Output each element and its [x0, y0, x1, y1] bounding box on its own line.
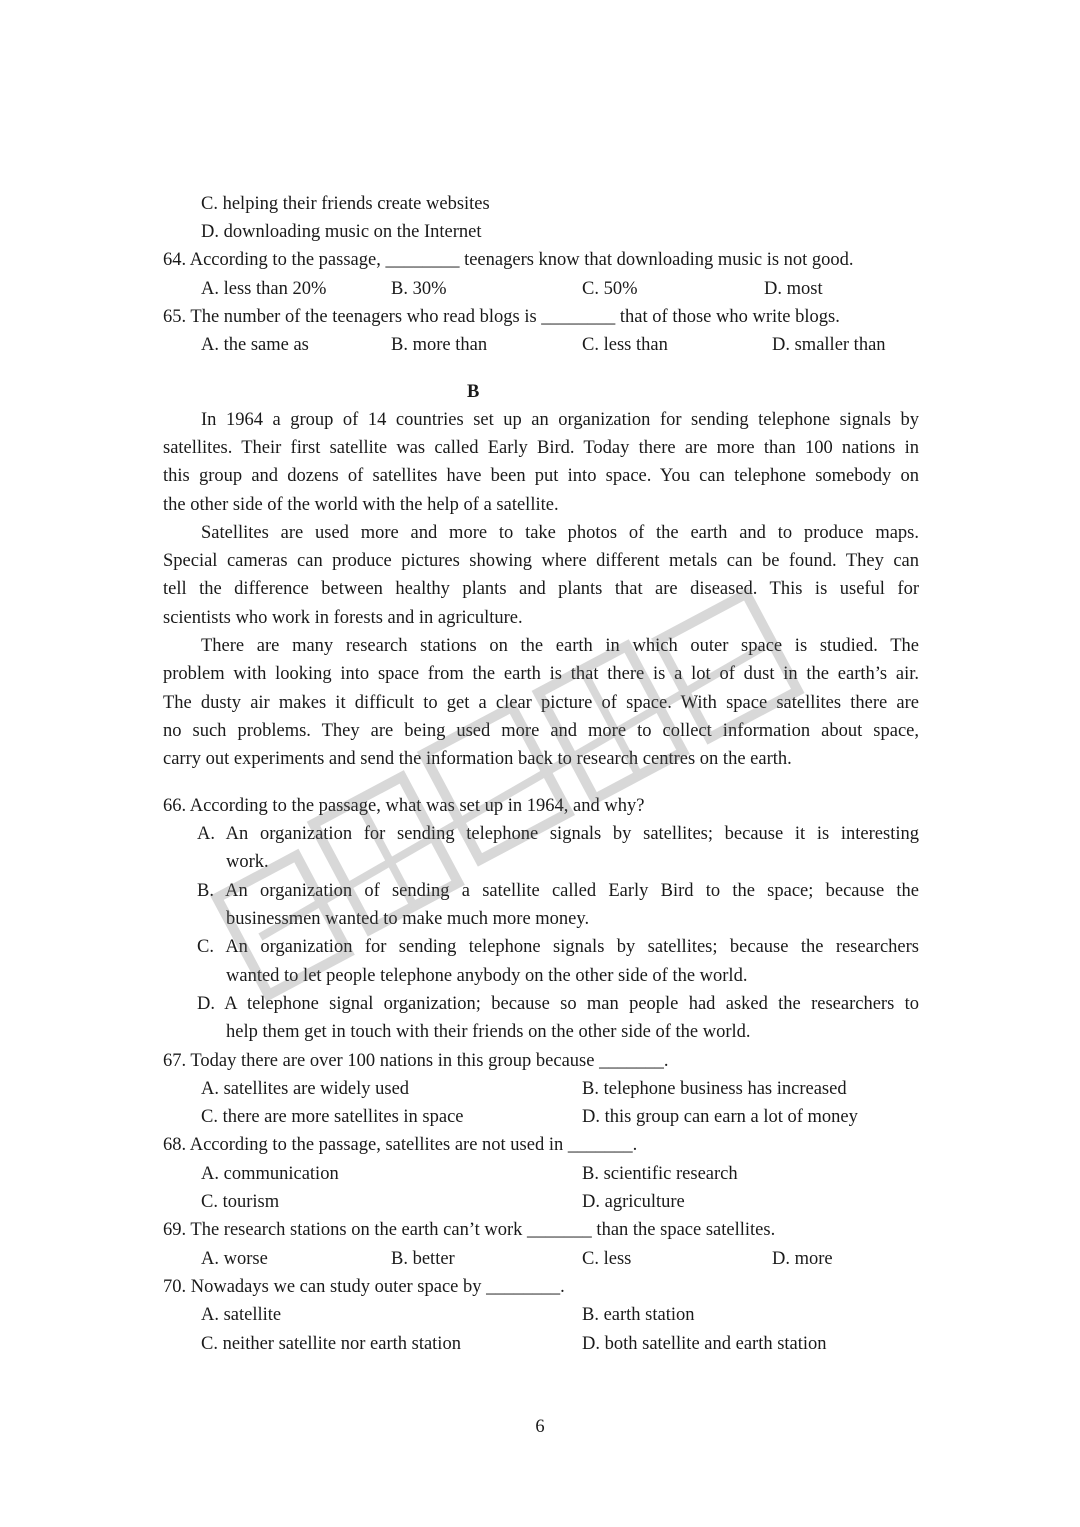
q70-option-c: C. neither satellite nor earth station — [201, 1334, 461, 1354]
section-heading: B — [467, 382, 480, 402]
q67-option-c: C. there are more satellites in space — [201, 1107, 464, 1127]
q66-stem: 66. According to the passage, what was set up in 1964, and why? — [163, 796, 645, 816]
q66-option-b: B. An organization of sending a satellite called Early Bird to the space; because the — [197, 881, 919, 901]
q68-option-a: A. communication — [201, 1164, 339, 1184]
q67-option-a: A. satellites are widely used — [201, 1079, 410, 1099]
q64-option-a: A. less than 20% — [201, 279, 327, 299]
q64-stem: 64. According to the passage, ________ teenagers know that downloading music is not good. — [163, 250, 854, 270]
q69-option-b: B. better — [391, 1249, 455, 1269]
q70-option-a: A. satellite — [201, 1305, 282, 1325]
passage-line: this group and dozens of satellites have been put into space. You can telephone somebody on — [163, 466, 919, 486]
passage-line: In 1964 a group of 14 countries set up an organization for sending telephone signals by — [201, 410, 919, 430]
passage-line: The dusty air makes it difficult to get a clear picture of space. With space satellites there are — [163, 693, 919, 713]
q70-stem: 70. Nowadays we can study outer space by ________. — [163, 1277, 565, 1297]
page-number: 6 — [535, 1417, 545, 1437]
q63-option-c: C. helping their friends create websites — [201, 194, 490, 214]
q66-option-d: D. A telephone signal organization; because so man people had asked the researchers to — [197, 994, 919, 1014]
q66-option-c: C. An organization for sending telephone signals by satellites; because the researchers — [197, 937, 919, 957]
q67-option-d: D. this group can earn a lot of money — [582, 1107, 858, 1127]
q70-option-b: B. earth station — [582, 1305, 695, 1325]
q66-option-c-cont: wanted to let people telephone anybody on the other side of the world. — [226, 966, 748, 986]
q64-option-b: B. 30% — [391, 279, 447, 299]
q69-option-d: D. more — [772, 1249, 833, 1269]
q68-option-c: C. tourism — [201, 1192, 280, 1212]
passage-line: no such problems. They are being used more and more to collect information about space, — [163, 721, 919, 741]
q65-option-a: A. the same as — [201, 335, 309, 355]
q65-option-b: B. more than — [391, 335, 488, 355]
q68-option-b: B. scientific research — [582, 1164, 738, 1184]
q68-stem: 68. According to the passage, satellites are not used in _______. — [163, 1135, 638, 1155]
q65-option-c: C. less than — [582, 335, 668, 355]
q63-option-d: D. downloading music on the Internet — [201, 222, 482, 242]
q67-option-b: B. telephone business has increased — [582, 1079, 847, 1099]
passage-line: There are many research stations on the earth in which outer space is studied. The — [201, 636, 919, 656]
q70-option-d: D. both satellite and earth station — [582, 1334, 827, 1354]
q65-option-d: D. smaller than — [772, 335, 886, 355]
passage-line: tell the difference between healthy plants and plants that are diseased. This is useful for — [163, 579, 919, 599]
q64-option-c: C. 50% — [582, 279, 638, 299]
passage-line: satellites. Their first satellite was called Early Bird. Today there are more than 100 nations in — [163, 438, 919, 458]
q65-stem: 65. The number of the teenagers who read blogs is ________ that of those who write blogs. — [163, 307, 840, 327]
q66-option-a-cont: work. — [226, 852, 269, 872]
q64-option-d: D. most — [764, 279, 823, 299]
passage-line: scientists who work in forests and in agriculture. — [163, 608, 523, 628]
passage-line: carry out experiments and send the information back to research centres on the earth. — [163, 749, 792, 769]
q66-option-b-cont: businessmen wanted to make much more money. — [226, 909, 590, 929]
passage-line: the other side of the world with the help of a satellite. — [163, 495, 559, 515]
passage-line: problem with looking into space from the earth is that there is a lot of dust in the earth’s air. — [163, 664, 919, 684]
q67-stem: 67. Today there are over 100 nations in this group because _______. — [163, 1051, 669, 1071]
q66-option-a: A. An organization for sending telephone signals by satellites; because it is interesting — [197, 824, 919, 844]
q69-option-c: C. less — [582, 1249, 632, 1269]
passage-line: Special cameras can produce pictures showing where different metals can be found. They can — [163, 551, 919, 571]
q69-option-a: A. worse — [201, 1249, 268, 1269]
passage-line: Satellites are used more and more to take photos of the earth and to produce maps. — [201, 523, 919, 543]
q69-stem: 69. The research stations on the earth can’t work _______ than the space satellites. — [163, 1220, 776, 1240]
q68-option-d: D. agriculture — [582, 1192, 685, 1212]
q66-option-d-cont: help them get in touch with their friends on the other side of the world. — [226, 1022, 751, 1042]
